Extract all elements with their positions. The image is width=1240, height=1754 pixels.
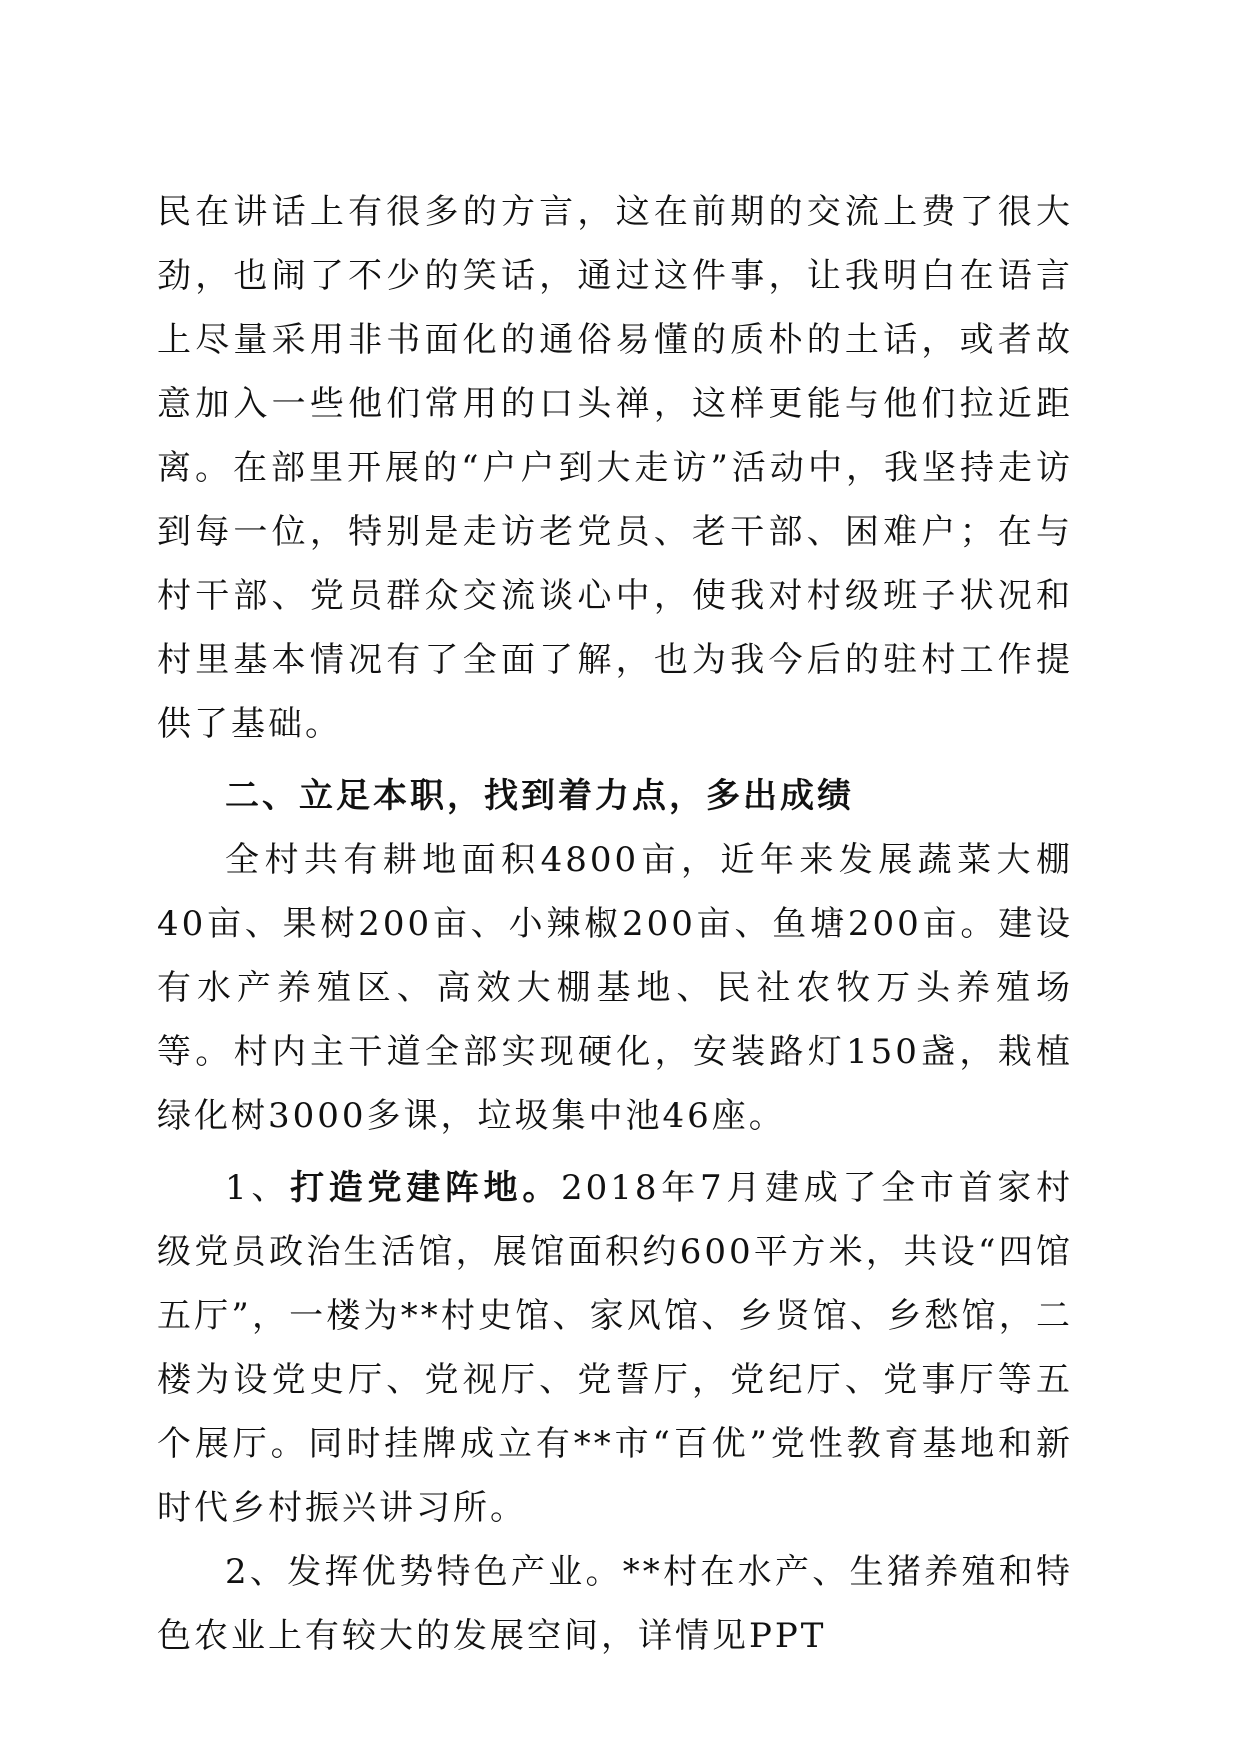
- item-number: 1、: [225, 1168, 291, 1208]
- paragraph-gap: [157, 756, 1073, 764]
- paragraph-village-overview: 全村共有耕地面积4800亩，近年来发展蔬菜大棚40亩、果树200亩、小辣椒200亩、鱼塘200亩。建设有水产养殖区、高效大棚基地、民社农牧万头养殖场等。村内主干道全部实现硬化，安装路灯150盏，栽植绿化树3000多课，垃圾集中池46座。: [157, 840, 1073, 1136]
- paragraph-industry: 2、发挥优势特色产业。**村在水产、生猪养殖和特色农业上有较大的发展空间，详情见PPT: [157, 1552, 1073, 1656]
- paragraph-gap: [157, 1148, 1073, 1156]
- item-bold-title: 打造党建阵地。: [290, 1168, 562, 1208]
- section-heading-2: 二、立足本职，找到着力点，多出成绩: [225, 776, 854, 816]
- document-body: [157, 180, 1073, 1668]
- item-body: 2018年7月建成了全市首家村级党员政治生活馆，展馆面积约600平方米，共设“四馆五厅”，一楼为**村史馆、家风馆、乡贤馆、乡愁馆，二楼为设党史厅、党视厅、党誓厅，党纪厅、党事厅等五个展厅。同时挂牌成立有**市“百优”党性教育基地和新时代乡村振兴讲习所。: [157, 1168, 1073, 1528]
- paragraph-party-building: [157, 1156, 1073, 1540]
- paragraph-continued-visits: 民在讲话上有很多的方言，这在前期的交流上费了很大劲，也闹了不少的笑话，通过这件事，让我明白在语言上尽量采用非书面化的通俗易懂的质朴的土话，或者故意加入一些他们常用的口头禅，这样更能与他们拉近距离。在部里开展的“户户到大走访”活动中，我坚持走访到每一位，特别是走访老党员、老干部、困难户；在与村干部、党员群众交流谈心中，使我对村级班子状况和村里基本情况有了全面了解，也为我今后的驻村工作提供了基础。: [157, 192, 1073, 744]
